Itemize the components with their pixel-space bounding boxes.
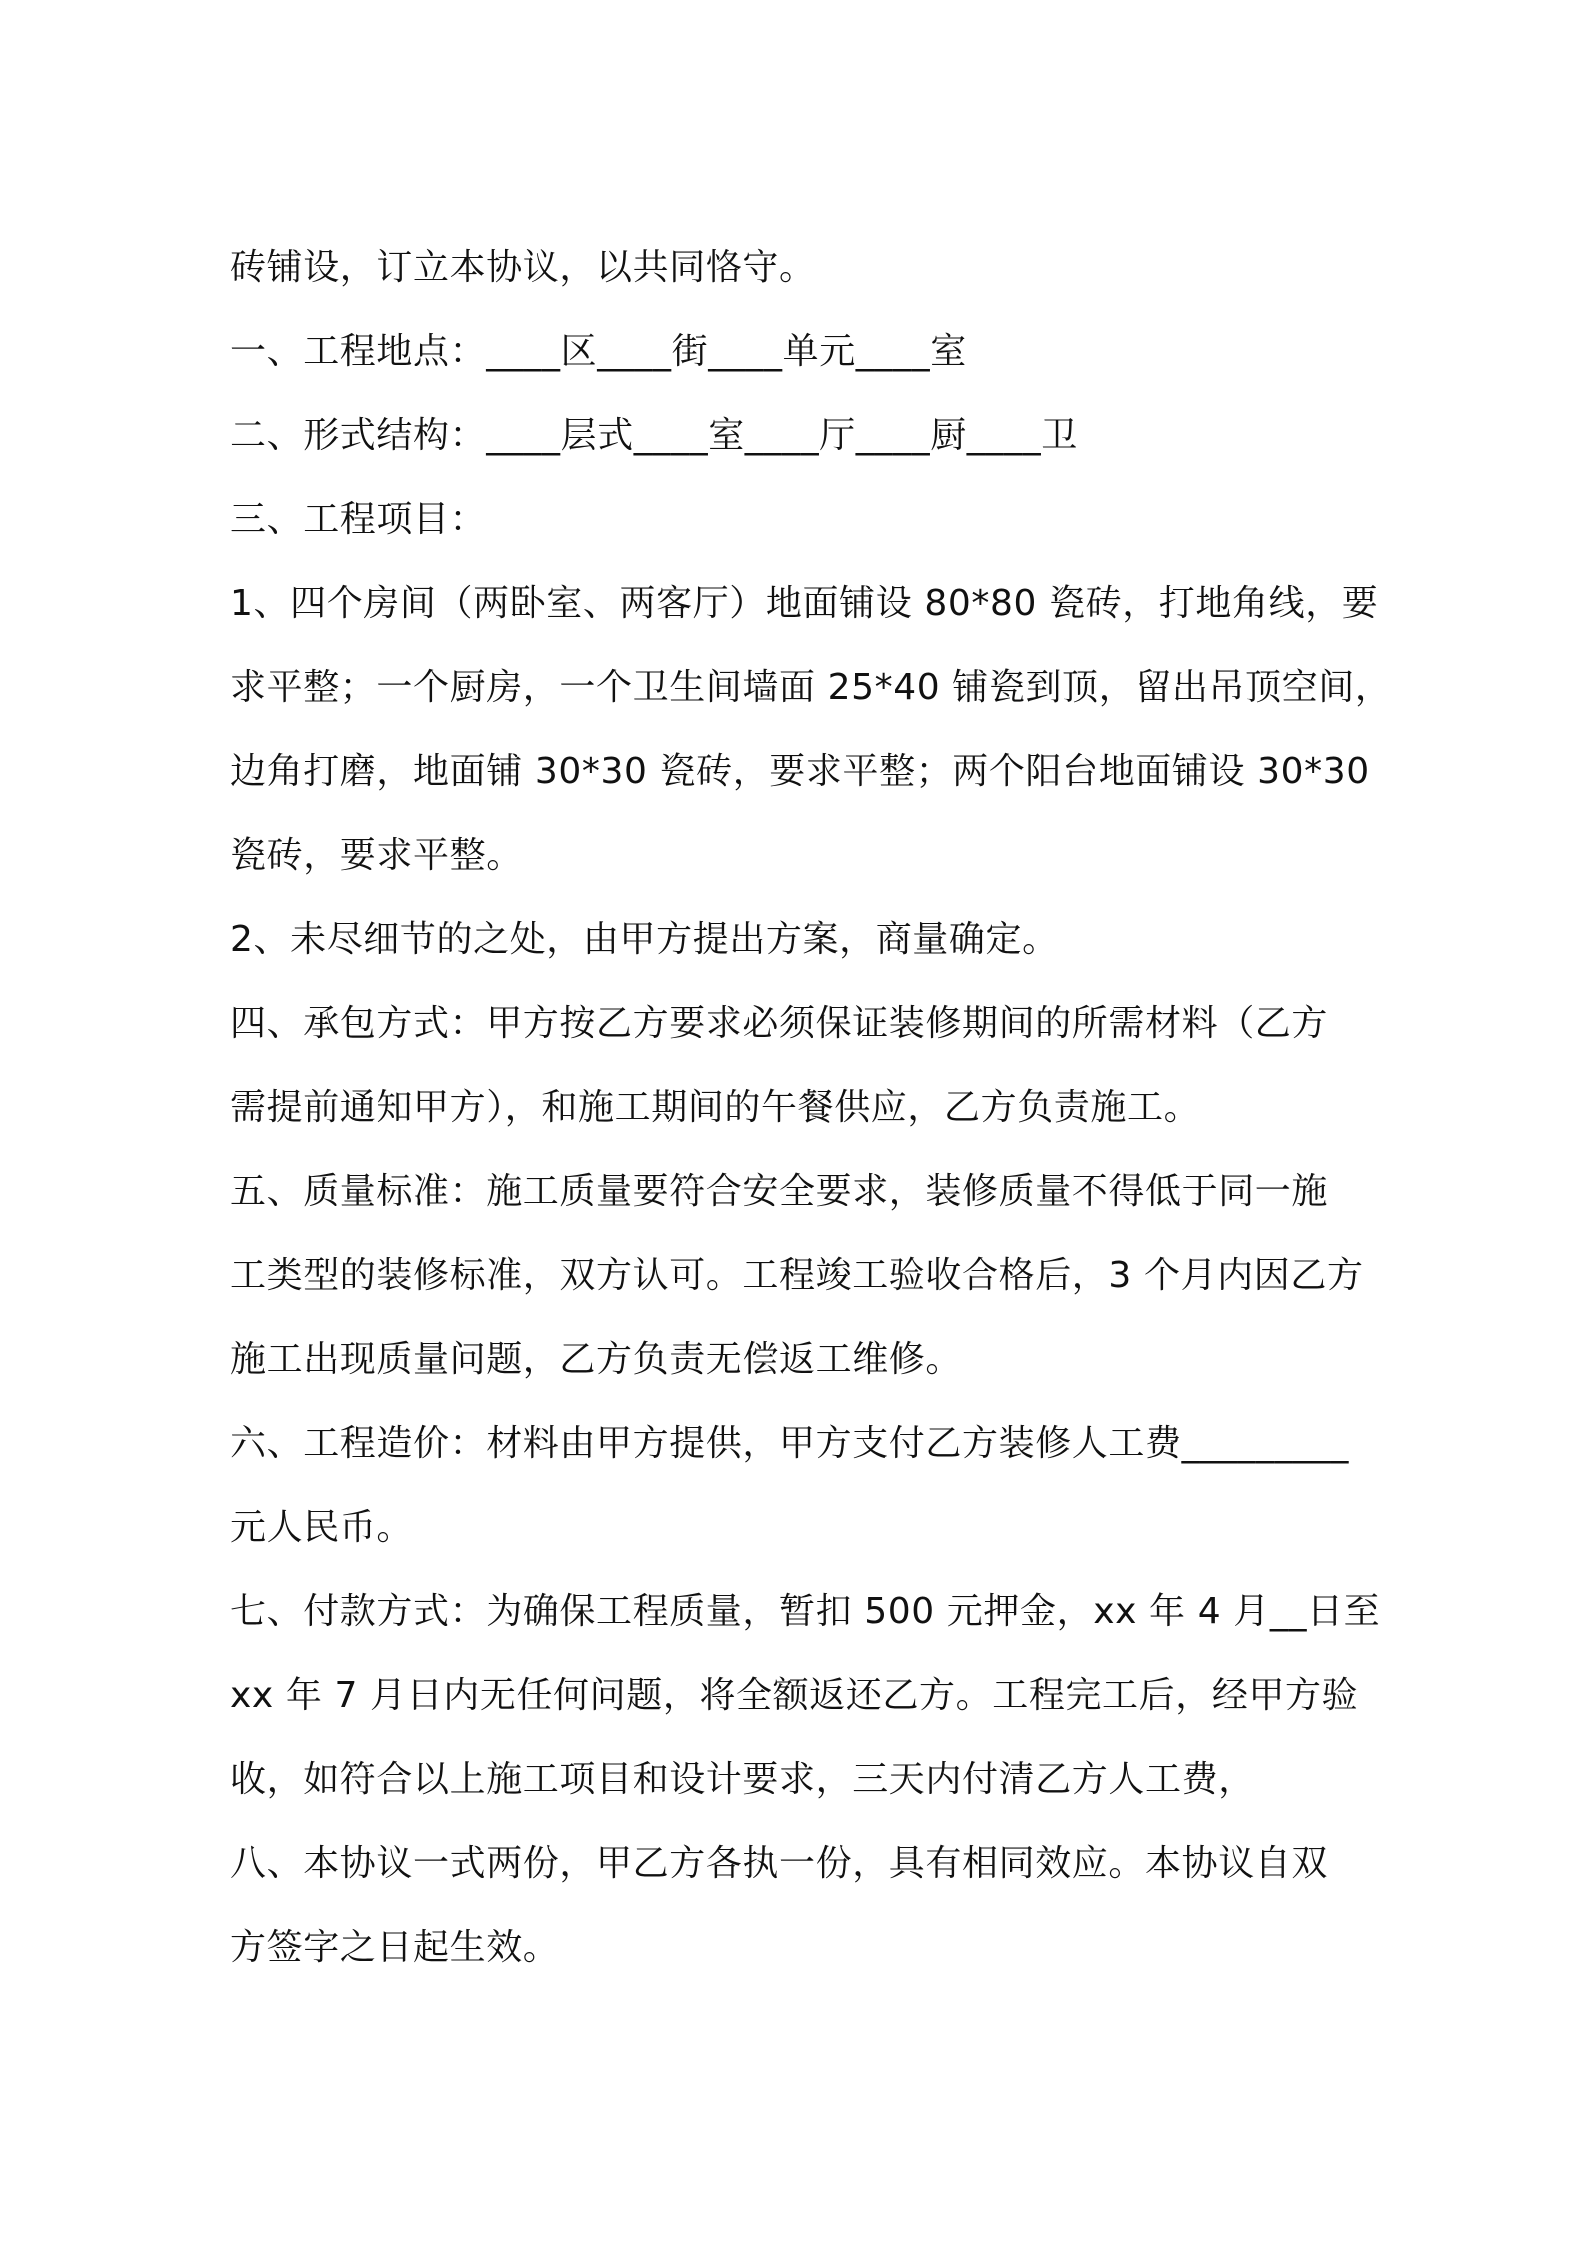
section-7-line: xx 年 7 月日内无任何问题，将全额返还乙方。工程完工后，经甲方验 xyxy=(230,1675,1359,1716)
section-1-location: 一、工程地点：____区____街____单元____室 xyxy=(230,331,967,372)
section-5-line: 施工出现质量问题，乙方负责无偿返工维修。 xyxy=(230,1339,963,1380)
section-4-line: 四、承包方式：甲方按乙方要求必须保证装修期间的所需材料（乙方 xyxy=(230,1003,1329,1044)
section-6-line: 元人民币。 xyxy=(230,1507,414,1548)
section-5-line: 工类型的装修标准，双方认可。工程竣工验收合格后，3 个月内因乙方 xyxy=(230,1255,1364,1296)
section-8-line: 八、本协议一式两份，甲乙方各执一份，具有相同效应。本协议自双 xyxy=(230,1843,1329,1884)
section-5-line: 五、质量标准：施工质量要符合安全要求，装修质量不得低于同一施 xyxy=(230,1171,1329,1212)
item-1-line: 1、四个房间（两卧室、两客厅）地面铺设 80*80 瓷砖，打地角线，要 xyxy=(230,583,1379,624)
item-1-line: 边角打磨，地面铺 30*30 瓷砖，要求平整；两个阳台地面铺设 30*30 xyxy=(230,751,1370,792)
section-2-structure: 二、形式结构：____层式____室____厅____厨____卫 xyxy=(230,415,1078,456)
section-8-line: 方签字之日起生效。 xyxy=(230,1927,560,1968)
section-4-line: 需提前通知甲方），和施工期间的午餐供应，乙方负责施工。 xyxy=(230,1087,1201,1128)
paragraph-line: 砖铺设，订立本协议，以共同恪守。 xyxy=(230,247,816,288)
item-1-line: 瓷砖，要求平整。 xyxy=(230,835,523,876)
section-3-heading: 三、工程项目： xyxy=(230,499,487,540)
item-2-line: 2、未尽细节的之处，由甲方提出方案，商量确定。 xyxy=(230,919,1059,960)
item-1-line: 求平整；一个厨房，一个卫生间墙面 25*40 铺瓷到顶，留出吊顶空间， xyxy=(230,667,1392,708)
section-7-line: 收，如符合以上施工项目和设计要求，三天内付清乙方人工费， xyxy=(230,1759,1255,1800)
section-7-line: 七、付款方式：为确保工程质量，暂扣 500 元押金，xx 年 4 月__日至 xyxy=(230,1591,1381,1632)
document-body xyxy=(230,236,1392,2000)
section-6-line: 六、工程造价：材料由甲方提供，甲方支付乙方装修人工费_________ xyxy=(230,1423,1350,1464)
